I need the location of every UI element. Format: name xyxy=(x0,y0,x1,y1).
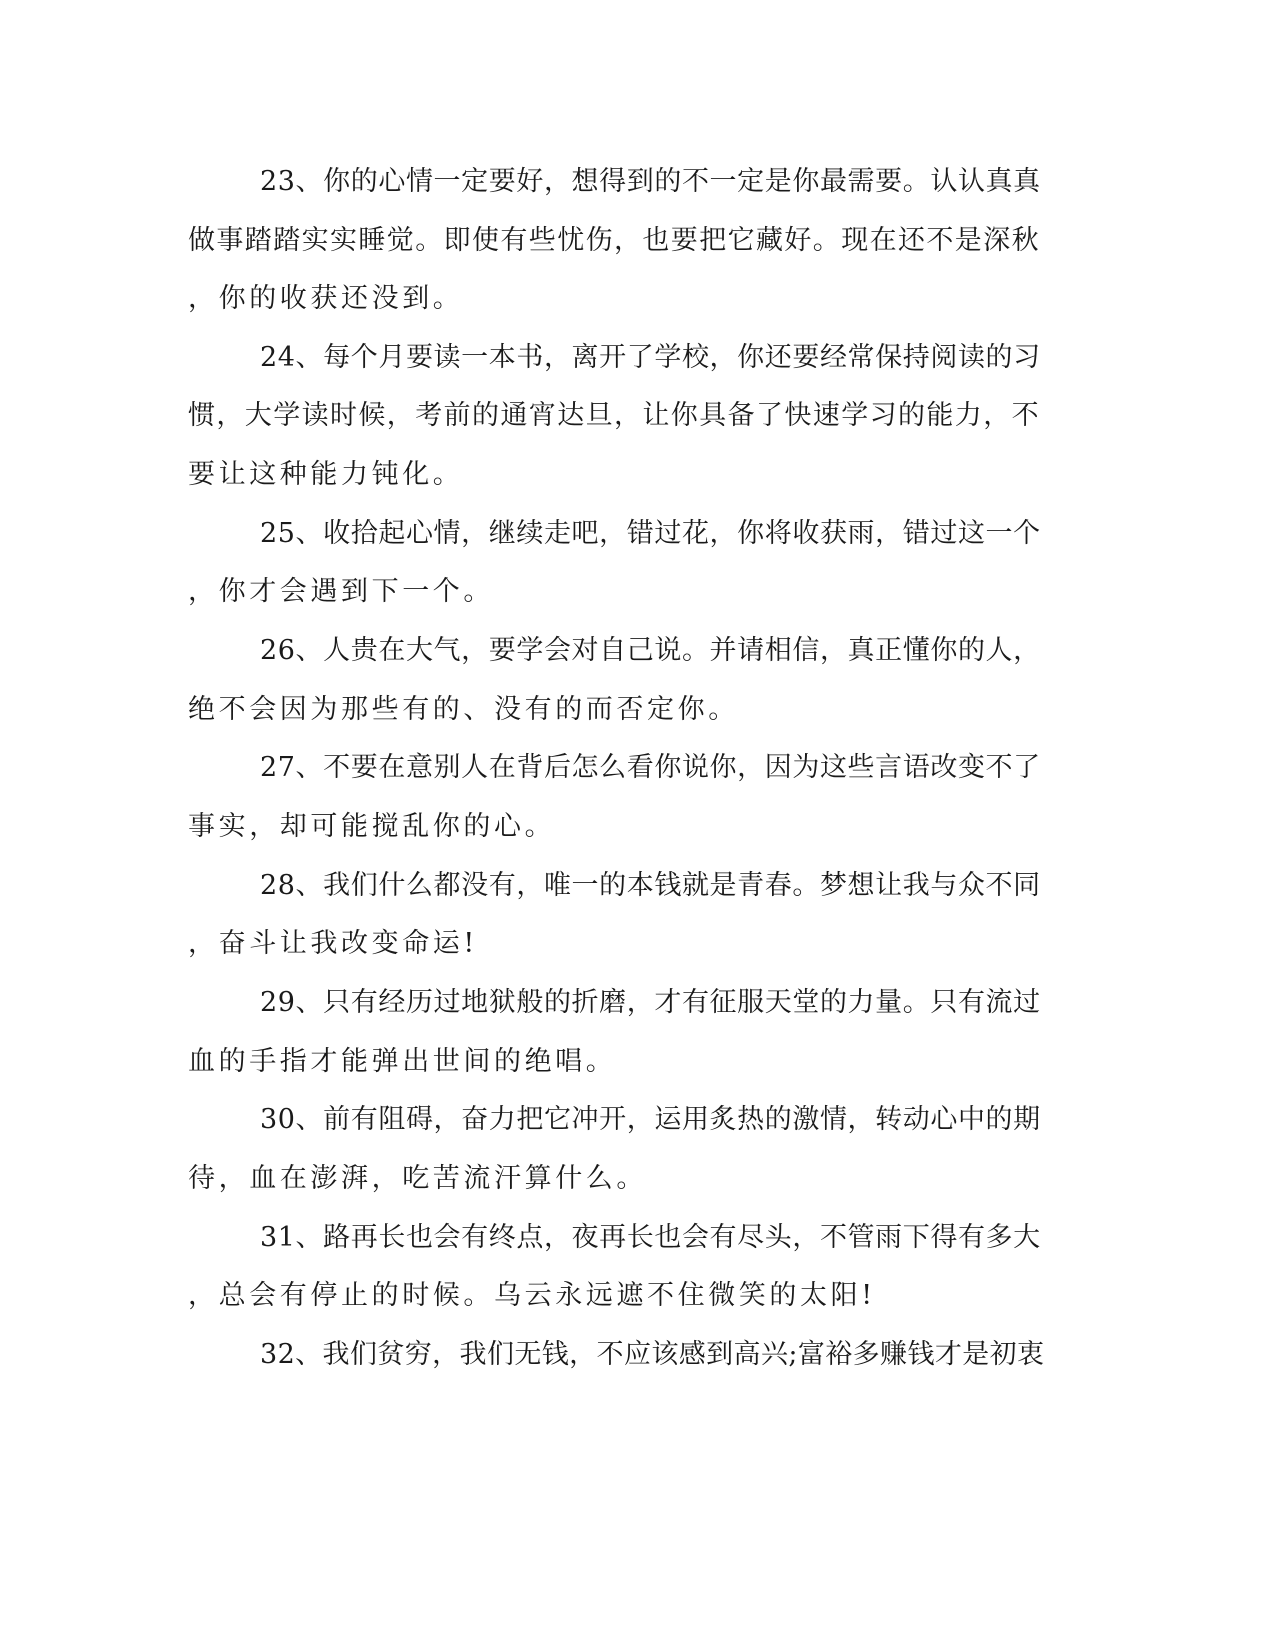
paragraph-31-line-1: 31、路再长也会有终点，夜再长也会有尽头，不管雨下得有多大 xyxy=(260,1222,1041,1253)
paragraph-25-line-2: ，你才会遇到下一个。 xyxy=(188,576,494,607)
paragraph-30-line-1: 30、前有阻碍，奋力把它冲开，运用炙热的激情，转动心中的期 xyxy=(260,1104,1041,1135)
paragraph-28-line-2: ，奋斗让我改变命运! xyxy=(188,928,478,959)
paragraph-30-line-2: 待，血在澎湃，吃苦流汗算什么。 xyxy=(188,1163,647,1194)
paragraph-24-line-2: 惯，大学读时候，考前的通宵达旦，让你具备了快速学习的能力，不 xyxy=(188,400,1040,431)
paragraph-23-line-3: ，你的收获还没到。 xyxy=(188,283,464,314)
paragraph-23-line-2: 做事踏踏实实睡觉。即使有些忧伤，也要把它藏好。现在还不是深秋 xyxy=(188,225,1040,256)
paragraph-27-line-2: 事实，却可能搅乱你的心。 xyxy=(188,811,556,842)
paragraph-23-line-1: 23、你的心情一定要好，想得到的不一定是你最需要。认认真真 xyxy=(260,166,1041,197)
paragraph-32-line-1: 32、我们贫穷，我们无钱，不应该感到高兴;富裕多赚钱才是初衷 xyxy=(260,1339,1045,1370)
paragraph-29-line-2: 血的手指才能弹出世间的绝唱。 xyxy=(188,1046,617,1077)
paragraph-28-line-1: 28、我们什么都没有，唯一的本钱就是青春。梦想让我与众不同 xyxy=(260,870,1041,901)
paragraph-24-line-3: 要让这种能力钝化。 xyxy=(188,459,464,490)
paragraph-29-line-1: 29、只有经历过地狱般的折磨，才有征服天堂的力量。只有流过 xyxy=(260,987,1041,1018)
paragraph-27-line-1: 27、不要在意别人在背后怎么看你说你，因为这些言语改变不了 xyxy=(260,752,1041,783)
paragraph-24-line-1: 24、每个月要读一本书，离开了学校，你还要经常保持阅读的习 xyxy=(260,342,1041,373)
paragraph-26-line-2: 绝不会因为那些有的、没有的而否定你。 xyxy=(188,694,739,725)
paragraph-26-line-1: 26、人贵在大气，要学会对自己说。并请相信，真正懂你的人， xyxy=(260,635,1041,666)
paragraph-25-line-1: 25、收拾起心情，继续走吧，错过花，你将收获雨，错过这一个 xyxy=(260,518,1041,549)
paragraph-31-line-2: ，总会有停止的时候。乌云永远遮不住微笑的太阳! xyxy=(188,1280,876,1311)
